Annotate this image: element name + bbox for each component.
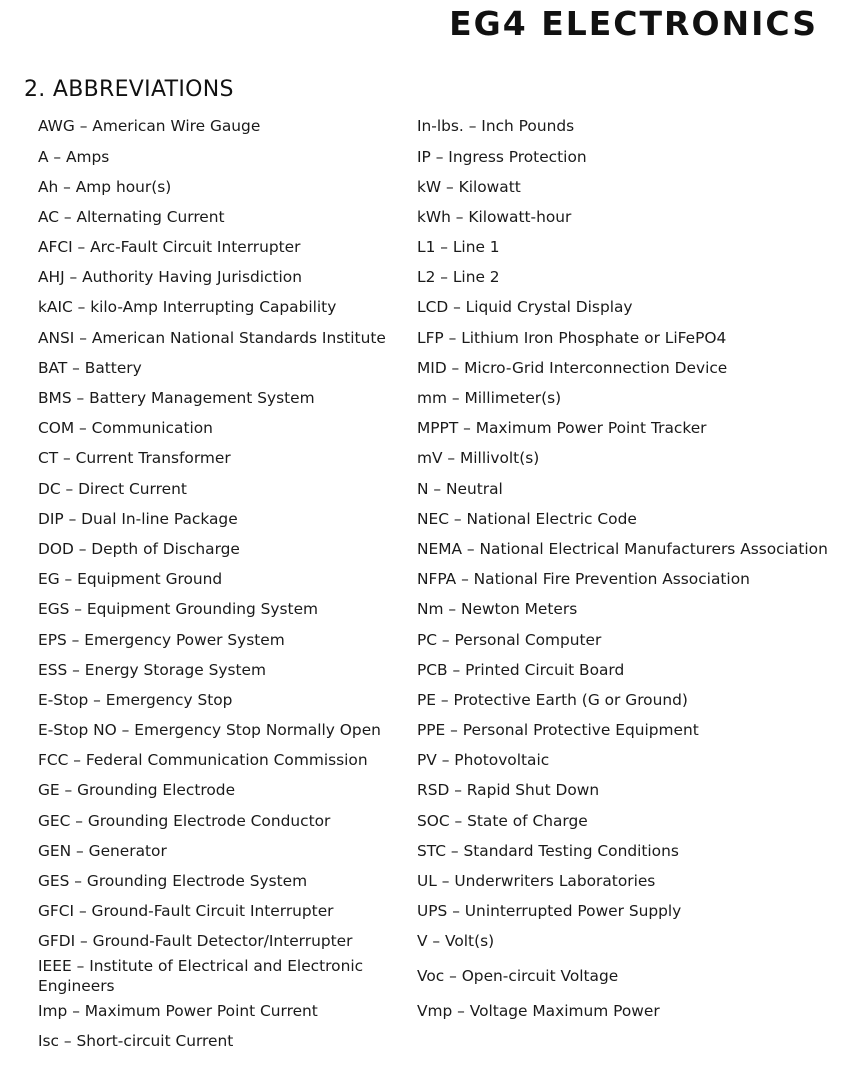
- abbreviation-left-item: DIP – Dual In-line Package: [38, 509, 238, 528]
- abbreviation-left-item: AC – Alternating Current: [38, 207, 225, 226]
- abbreviation-left-item: AFCI – Arc-Fault Circuit Interrupter: [38, 238, 301, 257]
- abbreviation-left-item: ANSI – American National Standards Institute: [38, 328, 386, 347]
- abbreviation-right-item: mV – Millivolt(s): [417, 449, 540, 468]
- brand-logo: EG4 ELECTRONICS: [449, 4, 818, 43]
- abbreviation-right-item: Nm – Newton Meters: [417, 600, 578, 619]
- abbreviation-right-item: PPE – Personal Protective Equipment: [417, 721, 699, 740]
- abbreviation-right-item: mm – Millimeter(s): [417, 389, 562, 408]
- abbreviation-left-item: GFCI – Ground-Fault Circuit Interrupter: [38, 902, 334, 921]
- abbreviation-left-item: GFDI – Ground-Fault Detector/Interrupter: [38, 932, 353, 951]
- abbreviation-left-item: kAIC – kilo-Amp Interrupting Capability: [38, 298, 337, 317]
- abbreviation-right-item: kW – Kilowatt: [417, 177, 521, 196]
- abbreviation-right-item: IP – Ingress Protection: [417, 147, 587, 166]
- abbreviation-left-item: A – Amps: [38, 147, 110, 166]
- abbreviation-left-item: BAT – Battery: [38, 358, 142, 377]
- abbreviation-right-item: PC – Personal Computer: [417, 630, 602, 649]
- abbreviation-right-item: Voc – Open-circuit Voltage: [417, 967, 619, 985]
- abbreviation-right-item: V – Volt(s): [417, 932, 495, 951]
- abbreviation-right-item: LCD – Liquid Crystal Display: [417, 298, 633, 317]
- abbreviation-left-item: AWG – American Wire Gauge: [38, 117, 261, 136]
- abbreviation-left-item: Isc – Short-circuit Current: [38, 1031, 234, 1050]
- abbreviation-left-item: GEN – Generator: [38, 841, 167, 860]
- abbreviation-left-item: GES – Grounding Electrode System: [38, 872, 308, 891]
- abbreviation-left-item: COM – Communication: [38, 419, 213, 438]
- page-title: 2. ABBREVIATIONS: [24, 77, 234, 102]
- abbreviation-right-item: MID – Micro-Grid Interconnection Device: [417, 358, 728, 377]
- abbreviation-right-item: SOC – State of Charge: [417, 811, 588, 830]
- abbreviation-right-item: L2 – Line 2: [417, 268, 500, 287]
- abbreviation-left-item: BMS – Battery Management System: [38, 389, 315, 408]
- abbreviation-left-item: EPS – Emergency Power System: [38, 630, 285, 649]
- abbreviations-table: [38, 112, 828, 1057]
- abbreviation-left-item: EGS – Equipment Grounding System: [38, 600, 319, 619]
- abbreviation-right-item: MPPT – Maximum Power Point Tracker: [417, 419, 707, 438]
- abbreviation-left-item: CT – Current Transformer: [38, 449, 231, 468]
- abbreviation-right-item: In-lbs. – Inch Pounds: [417, 117, 575, 136]
- abbreviation-right-item: NEC – National Electric Code: [417, 509, 637, 528]
- abbreviation-right-item: LFP – Lithium Iron Phosphate or LiFePO4: [417, 328, 727, 347]
- abbreviation-right-item: STC – Standard Testing Conditions: [417, 841, 679, 860]
- abbreviation-right-item: Vmp – Voltage Maximum Power: [417, 1001, 660, 1020]
- abbreviation-right-item: UL – Underwriters Laboratories: [417, 872, 656, 891]
- abbreviation-right-item: PE – Protective Earth (G or Ground): [417, 690, 688, 709]
- abbreviation-left-item: DOD – Depth of Discharge: [38, 539, 240, 558]
- abbreviation-left-item: Imp – Maximum Power Point Current: [38, 1001, 318, 1020]
- abbreviation-right-item: UPS – Uninterrupted Power Supply: [417, 902, 682, 921]
- abbreviation-left-item: GEC – Grounding Electrode Conductor: [38, 811, 331, 830]
- abbreviation-right-item: PCB – Printed Circuit Board: [417, 660, 625, 679]
- abbreviation-left-item: FCC – Federal Communication Commission: [38, 751, 368, 770]
- abbreviation-right-item: RSD – Rapid Shut Down: [417, 781, 600, 800]
- abbreviation-right-item: N – Neutral: [417, 479, 503, 498]
- abbreviation-left-item: ESS – Energy Storage System: [38, 660, 267, 679]
- abbreviation-left-item: EG – Equipment Ground: [38, 570, 223, 589]
- abbreviation-right-item: L1 – Line 1: [417, 238, 500, 257]
- abbreviation-left-item: GE – Grounding Electrode: [38, 781, 236, 800]
- abbreviation-left-item: AHJ – Authority Having Jurisdiction: [38, 268, 302, 287]
- abbreviation-left-item: Ah – Amp hour(s): [38, 177, 172, 196]
- abbreviation-right-item: NEMA – National Electrical Manufacturers Association: [417, 539, 828, 558]
- abbreviation-right-item: NFPA – National Fire Prevention Association: [417, 570, 750, 589]
- abbreviation-left-item: E-Stop – Emergency Stop: [38, 690, 233, 709]
- abbreviation-right-item: PV – Photovoltaic: [417, 751, 550, 770]
- abbreviation-right-item: kWh – Kilowatt-hour: [417, 207, 572, 226]
- abbreviation-left-item: DC – Direct Current: [38, 479, 187, 498]
- abbreviation-left-item: E-Stop NO – Emergency Stop Normally Open: [38, 721, 381, 740]
- abbreviation-left-item: IEEE – Institute of Electrical and Electronic Engineers: [38, 957, 364, 995]
